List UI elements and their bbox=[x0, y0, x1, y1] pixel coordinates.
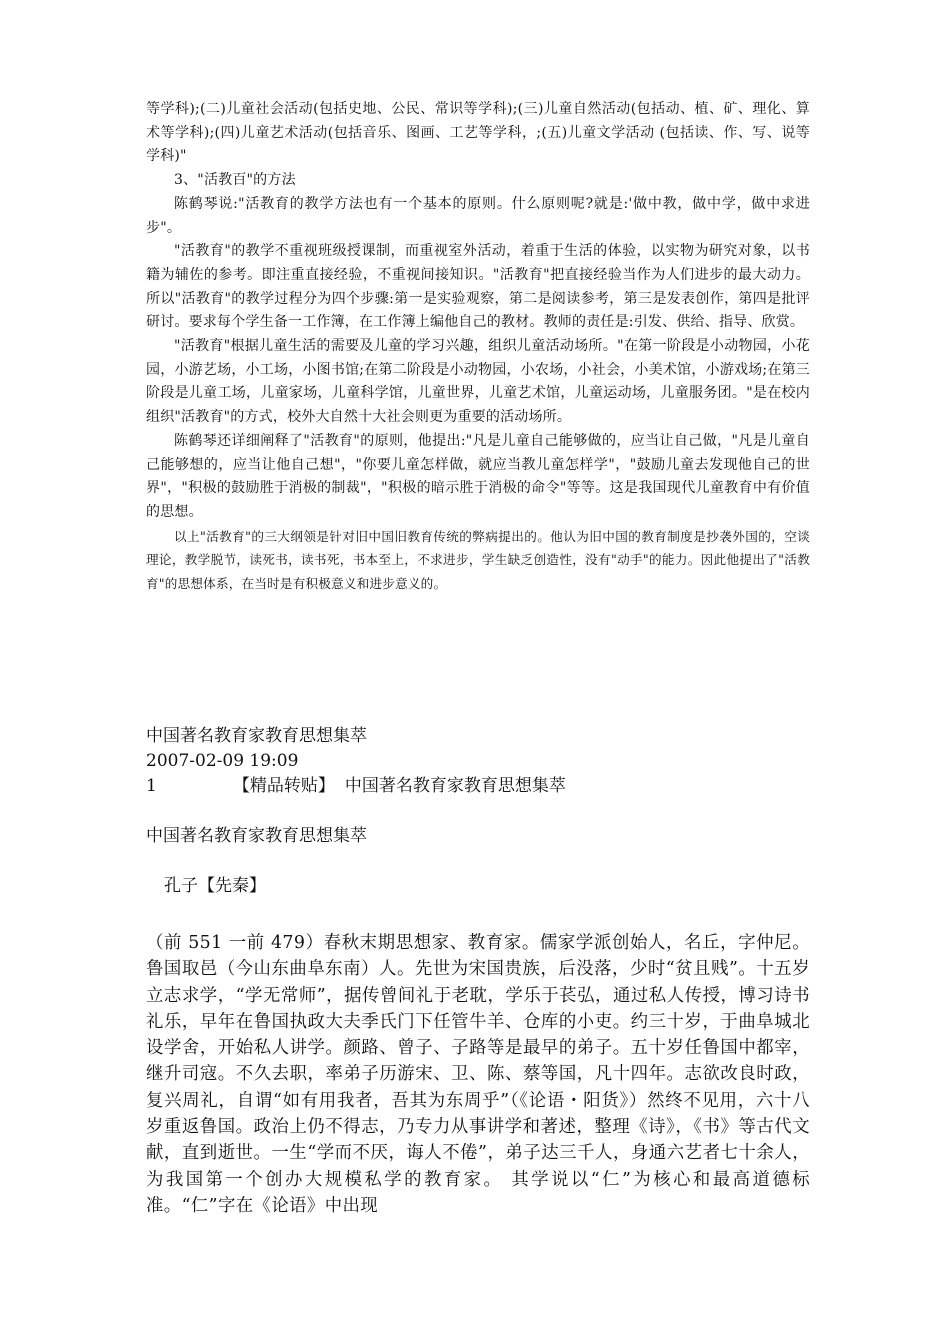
live-education-section bbox=[146, 98, 810, 596]
confucius-section bbox=[146, 930, 810, 1219]
post-subtitle: 中国著名教育家教育思想集萃 bbox=[146, 826, 367, 846]
confucius-biography-paragraph: （前 551 一前 479）春秋末期思想家、教育家。儒家学派创始人，名丘，字仲尼。鲁国取邑（今山东曲阜东南）人。先世为宋国贵族，后没落，少时“贫且贱”。十五岁立志求学，“学无常师”，据传曾间礼于老耽，学乐于苌弘，通过私人传授，博习诗书礼乐，早年在鲁国执政大夫季氏门下任管牛羊、仓库的小吏。约三十岁，于曲阜城北设学舍，开始私人讲学。颜路、曾子、子路等是最早的弟子。五十岁任鲁国中都宰，继升司寇。不久去职，率弟子历游宋、卫、陈、蔡等国，凡十四年。志欲改良时政，复兴周礼，自谓“如有用我者，吾其为东周乎”（《论语・阳货》）然终不见用，六十八岁重返鲁国。政治上仍不得志，乃专力从事讲学和著述，整理《诗》，《书》等古代文献，直到逝世。一生“学而不厌，诲人不倦”，弟子达三千人，身通六艺者七十余人，为我国第一个创办大规模私学的教育家。 其学说以“仁”为核心和最高道德标准。“仁”字在《论语》中出现 bbox=[146, 933, 810, 1216]
post-tag-title: 中国著名教育家教育思想集萃 bbox=[344, 776, 566, 796]
activity-venues-paragraph: "活教育"根据儿童生活的需要及儿童的学习兴趣，组织儿童活动场所。"在第一阶段是小动物园，小花园，小游艺场，小工场，小图书馆;在第二阶段是小动物园，小农场，小社会，小美术馆，小游戏场;在第三阶段是儿童工场，儿童家场，儿童科学馆，儿童世界，儿童艺术馆，儿童运动场，儿童服务团。"是在校内组织"活教育"的方式，校外大自然十大社会则更为重要的活动场所。 bbox=[146, 338, 810, 426]
post-datetime: 2007-02-09 19:09 bbox=[146, 751, 299, 771]
post-title: 中国著名教育家教育思想集萃 bbox=[146, 726, 367, 746]
summary-paragraph: 以上"活教育"的三大纲领是针对旧中国旧教育传统的弊病提出的。他认为旧中国的教育制度是抄袭外国的，空谈理论，教学脱节，读死书，读书死，书本至上，不求进步，学生缺乏创造性，没有"动手"的能力。因此他提出了"活教育"的思想体系，在当时是有积极意义和进步意义的。 bbox=[146, 528, 810, 592]
post-floor-line bbox=[146, 774, 810, 799]
teaching-process-paragraph: "活教育"的教学不重视班级授课制，而重视室外活动，着重于生活的体验，以实物为研究对象，以书籍为辅佐的参考。即注重直接经验，不重视间接知识。"活教育"把直接经验当作为人们进步的最大动力。所以"活教育"的教学过程分为四个步骤:第一是实验观察，第二是阅读参考，第三是发表创作，第四是批评研讨。要求每个学生备一工作簿，在工作簿上编他自己的教材。教师的责任是:引发、供给、指导、欣赏。 bbox=[146, 243, 810, 331]
post-tag: 【精品转贴】 bbox=[232, 776, 335, 796]
person-heading: 孔子【先秦】 bbox=[164, 876, 266, 896]
method-heading: 3、"活教百"的方法 bbox=[174, 172, 296, 189]
floor-number: 1 bbox=[146, 776, 157, 796]
principles-paragraph: 陈鹤琴还详细阐释了"活教育"的原则，他提出:"凡是儿童自己能够做的，应当让自己做，"凡是儿童自己能够想的，应当让他自己想"，"你要儿童怎样做，就应当教儿童怎样学"，"鼓励儿童去发现他自己的世界"，"积极的鼓励胜于消极的制裁"，"积极的暗示胜于消极的命令"等等。这是我国现代儿童教育中有价值的思想。 bbox=[146, 432, 810, 520]
post-header bbox=[146, 724, 810, 899]
method-principle-paragraph: 陈鹤琴说:"活教育的教学方法也有一个基本的原则。什么原则呢?就是:'做中教，做中学，做中求进步"。 bbox=[146, 195, 810, 236]
curriculum-paragraph: 等学科);(二)儿童社会活动(包括史地、公民、常识等学科);(三)儿童自然活动(包括动、植、矿、理化、算术等学科);(四)儿童艺术活动(包括音乐、图画、工艺等学科，;(五)儿童文学活动 (包括读、作、写、说等学科)" bbox=[146, 101, 810, 165]
